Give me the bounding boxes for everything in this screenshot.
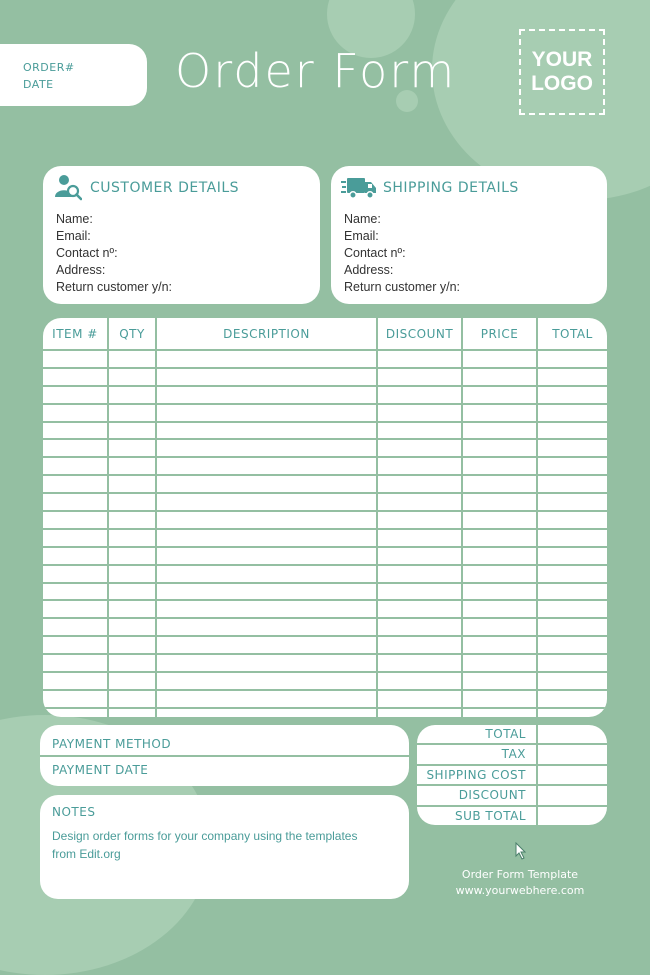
table-row xyxy=(43,708,607,717)
logo-text-line2: LOGO xyxy=(531,72,593,95)
table-cell[interactable] xyxy=(43,457,108,475)
table-cell[interactable] xyxy=(43,618,108,636)
table-cell[interactable] xyxy=(462,422,537,440)
table-cell[interactable] xyxy=(156,547,377,565)
column-header-discount: DISCOUNT xyxy=(377,318,462,350)
table-cell[interactable] xyxy=(537,547,607,565)
table-cell[interactable] xyxy=(537,493,607,511)
table-cell[interactable] xyxy=(537,422,607,440)
table-cell[interactable] xyxy=(108,583,156,601)
table-cell[interactable] xyxy=(377,618,462,636)
table-cell[interactable] xyxy=(462,439,537,457)
table-cell[interactable] xyxy=(156,511,377,529)
table-cell[interactable] xyxy=(537,439,607,457)
table-row xyxy=(43,565,607,583)
table-row xyxy=(43,529,607,547)
summary-total-value[interactable] xyxy=(537,725,607,744)
column-header-qty: QTY xyxy=(108,318,156,350)
payment-card xyxy=(40,725,409,786)
shipping-fields xyxy=(344,211,460,296)
notes-heading: NOTES xyxy=(52,805,96,819)
table-row xyxy=(43,690,607,708)
table-cell[interactable] xyxy=(377,672,462,690)
table-row xyxy=(43,368,607,386)
items-table xyxy=(43,318,607,717)
summary-discount-label: DISCOUNT xyxy=(417,785,537,806)
table-cell[interactable] xyxy=(462,368,537,386)
payment-method-label[interactable]: PAYMENT METHOD xyxy=(52,737,172,751)
table-cell[interactable] xyxy=(108,708,156,717)
table-cell[interactable] xyxy=(108,672,156,690)
table-cell[interactable] xyxy=(462,565,537,583)
delivery-truck-icon xyxy=(341,176,377,204)
table-cell[interactable] xyxy=(156,636,377,654)
table-cell[interactable] xyxy=(462,547,537,565)
customer-return-field[interactable]: Return customer y/n: xyxy=(56,280,173,294)
table-cell[interactable] xyxy=(156,690,377,708)
table-cell[interactable] xyxy=(377,565,462,583)
column-header-price: PRICE xyxy=(462,318,537,350)
table-cell[interactable] xyxy=(156,672,377,690)
shipping-address-field[interactable]: Address: xyxy=(344,263,394,277)
customer-contact-field[interactable]: Contact nº: xyxy=(56,246,118,260)
table-cell[interactable] xyxy=(108,618,156,636)
footer-template-label: Order Form Template xyxy=(461,868,579,881)
shipping-email-field[interactable]: Email: xyxy=(344,229,379,243)
table-cell[interactable] xyxy=(537,350,607,368)
table-cell[interactable] xyxy=(537,565,607,583)
table-cell[interactable] xyxy=(377,583,462,601)
table-cell[interactable] xyxy=(156,565,377,583)
summary-tax-value[interactable] xyxy=(537,744,607,765)
table-row xyxy=(43,654,607,672)
notes-text[interactable]: Design order forms for your company using the templates from Edit.org xyxy=(52,829,358,861)
table-cell[interactable] xyxy=(462,654,537,672)
page-title: Order Form xyxy=(175,44,457,98)
logo-placeholder[interactable] xyxy=(519,29,605,115)
table-cell[interactable] xyxy=(108,565,156,583)
table-cell[interactable] xyxy=(156,493,377,511)
table-cell[interactable] xyxy=(108,457,156,475)
table-cell[interactable] xyxy=(462,386,537,404)
table-cell[interactable] xyxy=(537,654,607,672)
table-cell[interactable] xyxy=(108,636,156,654)
table-cell[interactable] xyxy=(43,511,108,529)
table-cell[interactable] xyxy=(43,529,108,547)
customer-details-card xyxy=(43,166,320,304)
table-cell[interactable] xyxy=(156,386,377,404)
shipping-details-card xyxy=(331,166,607,304)
table-cell[interactable] xyxy=(377,636,462,654)
table-cell[interactable] xyxy=(377,493,462,511)
summary-subtotal-value[interactable] xyxy=(537,806,607,825)
table-cell[interactable] xyxy=(43,600,108,618)
table-cell[interactable] xyxy=(43,654,108,672)
summary-card xyxy=(417,725,607,825)
table-cell[interactable] xyxy=(108,475,156,493)
table-cell[interactable] xyxy=(377,511,462,529)
table-cell[interactable] xyxy=(43,350,108,368)
customer-email-field[interactable]: Email: xyxy=(56,229,91,243)
table-cell[interactable] xyxy=(462,600,537,618)
table-row xyxy=(43,672,607,690)
shipping-contact-field[interactable]: Contact nº: xyxy=(344,246,406,260)
table-cell[interactable] xyxy=(43,493,108,511)
table-cell[interactable] xyxy=(462,636,537,654)
table-cell[interactable] xyxy=(462,583,537,601)
table-row xyxy=(43,618,607,636)
cursor-icon xyxy=(515,842,527,864)
logo-text-line1: YOUR xyxy=(531,48,593,71)
table-cell[interactable] xyxy=(43,404,108,422)
table-cell[interactable] xyxy=(108,368,156,386)
table-cell[interactable] xyxy=(43,368,108,386)
table-cell[interactable] xyxy=(108,493,156,511)
table-cell[interactable] xyxy=(462,350,537,368)
order-info-badge xyxy=(0,44,147,106)
table-cell[interactable] xyxy=(108,654,156,672)
table-cell[interactable] xyxy=(156,654,377,672)
table-cell[interactable] xyxy=(377,457,462,475)
column-header-description: DESCRIPTION xyxy=(156,318,377,350)
table-cell[interactable] xyxy=(462,493,537,511)
table-cell[interactable] xyxy=(537,404,607,422)
table-row xyxy=(43,439,607,457)
table-cell[interactable] xyxy=(462,690,537,708)
table-cell[interactable] xyxy=(43,422,108,440)
table-cell[interactable] xyxy=(377,654,462,672)
table-cell[interactable] xyxy=(156,439,377,457)
notes-card xyxy=(40,795,409,899)
date-label: DATE xyxy=(23,78,54,91)
summary-shipping-value[interactable] xyxy=(537,765,607,786)
divider xyxy=(40,755,409,757)
table-cell[interactable] xyxy=(156,404,377,422)
table-cell[interactable] xyxy=(462,404,537,422)
table-cell[interactable] xyxy=(43,690,108,708)
table-cell[interactable] xyxy=(537,475,607,493)
items-table-card xyxy=(43,318,607,717)
table-cell[interactable] xyxy=(377,386,462,404)
footer-website[interactable]: www.yourwebhere.com xyxy=(455,884,585,897)
table-cell[interactable] xyxy=(43,439,108,457)
summary-shipping-label: SHIPPING COST xyxy=(417,765,537,786)
table-cell[interactable] xyxy=(156,475,377,493)
table-row xyxy=(43,583,607,601)
table-cell[interactable] xyxy=(377,475,462,493)
table-cell[interactable] xyxy=(108,386,156,404)
table-cell[interactable] xyxy=(377,708,462,717)
table-cell[interactable] xyxy=(156,422,377,440)
table-cell[interactable] xyxy=(537,600,607,618)
table-row xyxy=(43,475,607,493)
table-cell[interactable] xyxy=(377,690,462,708)
table-row xyxy=(43,493,607,511)
table-row xyxy=(43,636,607,654)
table-cell[interactable] xyxy=(462,529,537,547)
table-cell[interactable] xyxy=(156,368,377,386)
table-cell[interactable] xyxy=(537,386,607,404)
table-cell[interactable] xyxy=(43,386,108,404)
table-cell[interactable] xyxy=(377,368,462,386)
table-cell[interactable] xyxy=(108,600,156,618)
table-cell[interactable] xyxy=(537,672,607,690)
table-cell[interactable] xyxy=(43,583,108,601)
table-cell[interactable] xyxy=(43,475,108,493)
payment-date-label[interactable]: PAYMENT DATE xyxy=(52,763,149,777)
table-row xyxy=(43,386,607,404)
table-cell[interactable] xyxy=(537,690,607,708)
summary-subtotal-label: SUB TOTAL xyxy=(417,806,537,825)
table-cell[interactable] xyxy=(108,529,156,547)
table-cell[interactable] xyxy=(462,511,537,529)
summary-total-label: TOTAL xyxy=(417,725,537,744)
table-cell[interactable] xyxy=(377,600,462,618)
table-cell[interactable] xyxy=(537,618,607,636)
table-cell[interactable] xyxy=(108,547,156,565)
table-row xyxy=(43,511,607,529)
table-row xyxy=(43,457,607,475)
table-cell[interactable] xyxy=(156,350,377,368)
summary-discount-value[interactable] xyxy=(537,785,607,806)
table-cell[interactable] xyxy=(156,583,377,601)
table-row xyxy=(43,547,607,565)
order-number-label: ORDER# xyxy=(23,61,75,74)
table-cell[interactable] xyxy=(156,457,377,475)
column-header-total: TOTAL xyxy=(537,318,607,350)
table-cell[interactable] xyxy=(462,672,537,690)
table-cell[interactable] xyxy=(43,636,108,654)
table-cell[interactable] xyxy=(537,511,607,529)
table-cell[interactable] xyxy=(43,547,108,565)
table-cell[interactable] xyxy=(377,439,462,457)
table-cell[interactable] xyxy=(108,350,156,368)
user-search-icon xyxy=(54,173,82,205)
table-cell[interactable] xyxy=(462,708,537,717)
table-cell[interactable] xyxy=(377,422,462,440)
table-cell[interactable] xyxy=(377,404,462,422)
summary-tax-label: TAX xyxy=(417,744,537,765)
table-cell[interactable] xyxy=(108,404,156,422)
table-cell[interactable] xyxy=(108,511,156,529)
customer-details-heading: CUSTOMER DETAILS xyxy=(90,180,240,196)
customer-fields xyxy=(56,211,172,296)
shipping-return-field[interactable]: Return customer y/n: xyxy=(344,280,461,294)
table-cell[interactable] xyxy=(537,457,607,475)
table-cell[interactable] xyxy=(537,368,607,386)
table-cell[interactable] xyxy=(377,350,462,368)
table-cell[interactable] xyxy=(537,583,607,601)
table-row xyxy=(43,404,607,422)
table-cell[interactable] xyxy=(537,708,607,717)
table-cell[interactable] xyxy=(108,439,156,457)
table-cell[interactable] xyxy=(43,565,108,583)
items-table-body xyxy=(43,350,607,717)
table-cell[interactable] xyxy=(108,422,156,440)
column-header-item: ITEM # xyxy=(43,318,108,350)
customer-name-field[interactable]: Name: xyxy=(56,212,93,226)
table-cell[interactable] xyxy=(377,529,462,547)
table-cell[interactable] xyxy=(377,547,462,565)
table-row xyxy=(43,350,607,368)
table-cell[interactable] xyxy=(462,457,537,475)
table-cell[interactable] xyxy=(108,690,156,708)
shipping-details-heading: SHIPPING DETAILS xyxy=(383,180,519,196)
table-cell[interactable] xyxy=(462,618,537,636)
customer-address-field[interactable]: Address: xyxy=(56,263,106,277)
table-cell[interactable] xyxy=(537,529,607,547)
table-cell[interactable] xyxy=(43,672,108,690)
table-cell[interactable] xyxy=(156,708,377,717)
table-cell[interactable] xyxy=(156,529,377,547)
table-cell[interactable] xyxy=(537,636,607,654)
summary-table xyxy=(417,725,607,825)
table-row xyxy=(43,600,607,618)
table-cell[interactable] xyxy=(462,475,537,493)
table-row xyxy=(43,422,607,440)
shipping-name-field[interactable]: Name: xyxy=(344,212,381,226)
table-cell[interactable] xyxy=(156,600,377,618)
table-cell[interactable] xyxy=(156,618,377,636)
